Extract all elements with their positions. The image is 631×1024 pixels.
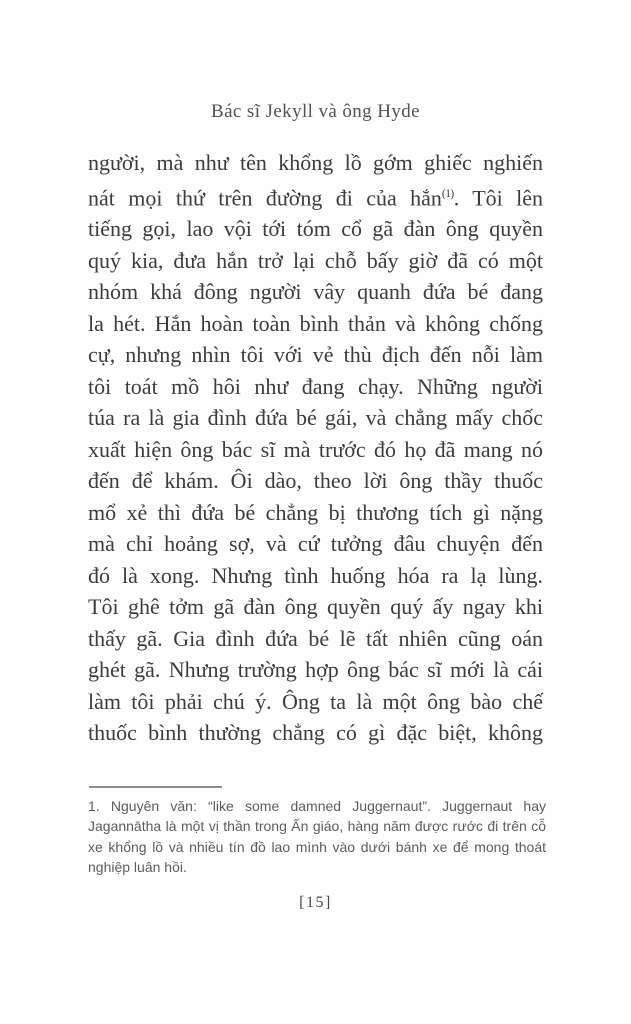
body-line: mà chỉ hoảng sợ, và cứ tưởng đâu chuyện đến: [88, 531, 543, 557]
body-line: đó là xong. Nhưng tình huống hóa ra lạ lùng.: [88, 562, 543, 588]
body-line: cự, nhưng nhìn tôi với vẻ thù địch đến nỗi làm: [88, 342, 543, 368]
footnote-line: nghiệp luân hồi.: [88, 858, 187, 875]
body-line: làm tôi phải chú ý. Ông ta là một ông bào chế: [88, 688, 543, 714]
body-line: thấy gã. Gia đình đứa bé lẽ tất nhiên cũng oán: [88, 625, 543, 651]
body-text: [88, 147, 543, 749]
body-line-text: nát mọi thứ trên đường đi của hắn: [88, 184, 442, 210]
footnote: [88, 796, 546, 877]
body-line: người, mà như tên khổng lồ gớm ghiếc nghiến: [88, 150, 543, 175]
body-line: nhóm khá đông người vây quanh đứa bé đang: [88, 279, 543, 305]
body-line: la hét. Hắn hoàn toàn bình thản và không chống: [88, 310, 543, 336]
body-line: túa ra là gia đình đứa bé gái, và chẳng mấy chốc: [88, 405, 543, 431]
body-line: Tôi ghê tởm gã đàn ông quyền quý ấy ngay khi: [88, 594, 543, 620]
body-line: ghét gã. Nhưng trường hợp ông bác sĩ mới là cái: [88, 657, 543, 683]
footnote-line: xe khổng lồ và nhiều tín đồ lao mình vào dưới bánh xe để mong thoát: [88, 838, 546, 855]
body-line: mổ xẻ thì đứa bé chẳng bị thương tích gì nặng: [88, 499, 543, 525]
body-line: quý kia, đưa hắn trở lại chỗ bấy giờ đã có một: [88, 247, 543, 273]
page-number: [15]: [299, 894, 332, 911]
body-line: thuốc bình thường chẳng có gì đặc biệt, không: [88, 720, 543, 746]
body-line: tôi toát mồ hôi như đang chạy. Những người: [88, 373, 543, 399]
body-line: tiếng gọi, lao vội tới tóm cổ gã đàn ông quyền: [88, 216, 543, 242]
body-line-text: . Tôi lên: [453, 184, 544, 210]
body-line: xuất hiện ông bác sĩ mà trước đó họ đã mang nó: [88, 436, 543, 462]
body-line: đến để khám. Ôi dào, theo lời ông thầy thuốc: [88, 468, 543, 494]
running-header: Bác sĩ Jekyll và ông Hyde: [211, 101, 420, 122]
footnote-line: 1. Nguyên văn: “like some damned Juggernaut”. Juggernaut hay: [88, 798, 546, 814]
body-line: [88, 179, 543, 214]
footnote-separator-rule: [89, 786, 222, 788]
footnote-reference: (1): [441, 187, 454, 200]
footnote-line: Jagannātha là một vị thần trong Ấn giáo, hàng năm được rước đi trên cỗ: [88, 818, 546, 835]
